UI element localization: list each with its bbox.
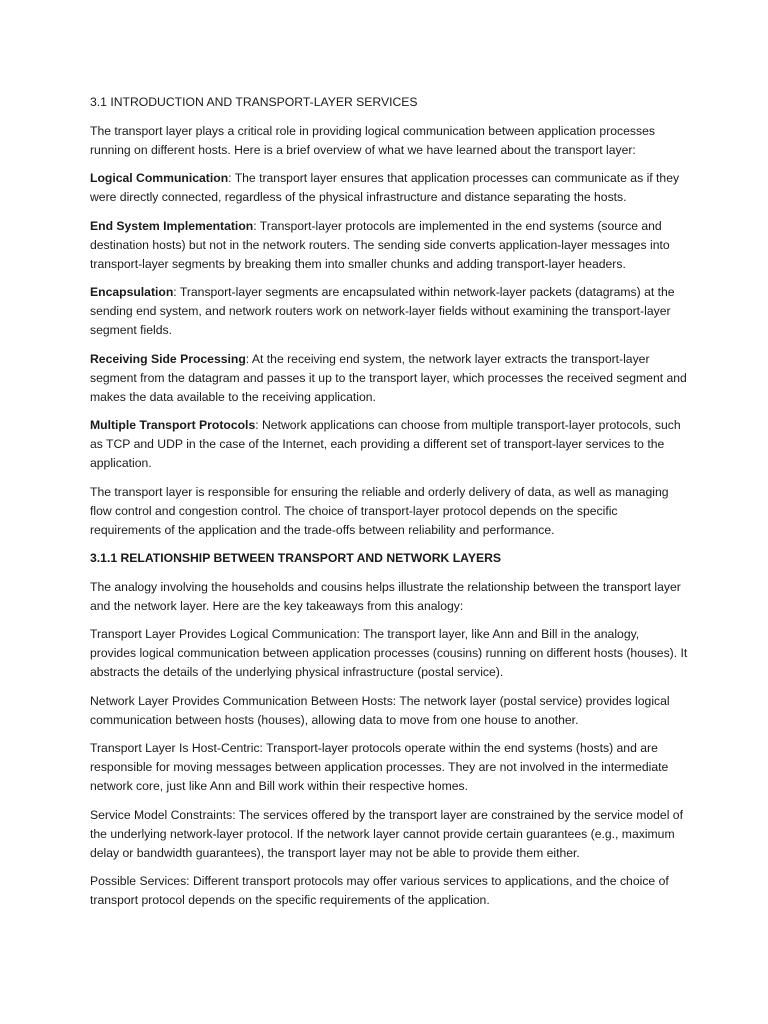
subsection-intro-paragraph: The analogy involving the households and cousins helps illustrate the relationship between the transport layer and the network layer. Here are the key takeaways from this analogy: <box>90 579 681 613</box>
point-receiving-side-processing <box>90 350 688 407</box>
summary-paragraph: The transport layer is responsible for ensuring the reliable and orderly delivery of data, as well as managing flow control and congestion control. The choice of transport-layer protocol depends on the specific requirements of the application and the trade-offs between reliability and performance. <box>90 484 669 537</box>
point-term: End System Implementation <box>90 218 254 233</box>
point-logical-communication <box>90 169 688 207</box>
point-multiple-transport-protocols <box>90 416 688 473</box>
point-term: Encapsulation <box>90 285 174 299</box>
takeaway-paragraph: Transport Layer Provides Logical Communication: The transport layer, like Ann and Bill in the analogy, provides logical communication between application processes (cousins) running on different hosts (houses). It abstracts the details of the underlying physical infrastructure (postal service). <box>90 627 688 679</box>
point-text: : Network applications can choose from multiple transport-layer protocols, such as TCP and UDP in the case of the Internet, each providing a different set of transport-layer services to the application. <box>90 418 681 470</box>
section-title: 3.1 INTRODUCTION AND TRANSPORT-LAYER SERVICES <box>90 95 418 109</box>
point-term: Receiving Side Processing <box>90 351 246 366</box>
point-text: : Transport-layer segments are encapsulated within network-layer packets (datagrams) at the sending end system, and network routers work on network-layer fields without examining the transport-layer segment fields. <box>90 285 675 337</box>
point-text: : Transport-layer protocols are implemented in the end systems (source and destination hosts) but not in the network routers. The sending side converts application-layer messages into transport-layer segments by breaking them into smaller chunks and adding transport-layer headers. <box>90 218 670 271</box>
subsection-title: 3.1.1 RELATIONSHIP BETWEEN TRANSPORT AND NETWORK LAYERS <box>90 551 502 565</box>
point-encapsulation <box>90 283 688 340</box>
point-text: : At the receiving end system, the network layer extracts the transport-layer segment from the datagram and passes it up to the transport layer, which processes the received segment and makes the data available to the receiving application. <box>90 351 687 404</box>
document-body <box>90 93 688 920</box>
point-term: Logical Communication <box>90 171 229 185</box>
takeaway-paragraph: Network Layer Provides Communication Between Hosts: The network layer (postal service) provides logical communication between hosts (houses), allowing data to move from one house to another. <box>90 693 670 727</box>
takeaway-paragraph: Service Model Constraints: The services offered by the transport layer are constrained by the service model of the underlying network-layer protocol. If the network layer cannot provide certain guarantees (e.g., maximum delay or bandwidth guarantees), the transport layer may not be able to provide them either. <box>90 807 683 860</box>
takeaway-paragraph: Transport Layer Is Host-Centric: Transport-layer protocols operate within the end systems (hosts) and are responsible for moving messages between application processes. They are not involved in the intermediate network core, just like Ann and Bill work within their respective homes. <box>90 741 669 793</box>
takeaway-paragraph: Possible Services: Different transport protocols may offer various services to applications, and the choice of transport protocol depends on the specific requirements of the application. <box>90 874 669 907</box>
intro-paragraph: The transport layer plays a critical role in providing logical communication between application processes running on different hosts. Here is a brief overview of what we have learned about the transport layer: <box>90 123 655 157</box>
point-text: : The transport layer ensures that application processes can communicate as if they were directly connected, regardless of the physical infrastructure and distance separating the hosts. <box>90 171 680 204</box>
point-end-system-implementation <box>90 217 688 274</box>
point-term: Multiple Transport Protocols <box>90 418 256 432</box>
